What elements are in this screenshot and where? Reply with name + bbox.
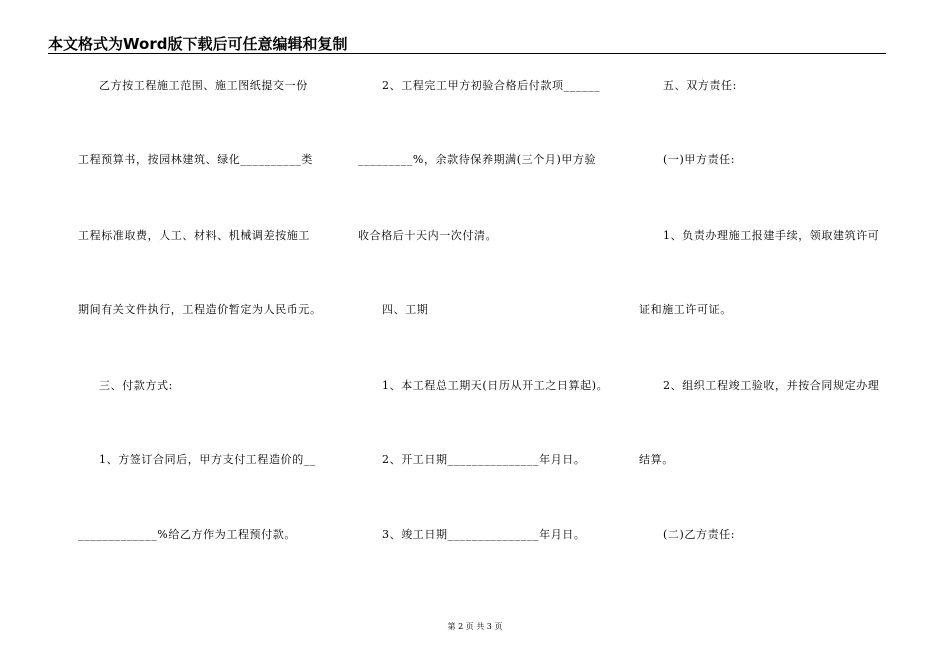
text-line: 结算。 bbox=[639, 453, 674, 466]
text-line: 1、方签订合同后，甲方支付工程造价的__ bbox=[99, 453, 316, 466]
text-line: _________%，余款待保养期满(三个月)甲方验 bbox=[358, 153, 597, 166]
text-line: 2、工程完工甲方初验合格后付款项______ bbox=[382, 79, 601, 92]
text-line: 3、竣工日期_______________年月日。 bbox=[382, 528, 586, 541]
page-number-footer: 第 2 页 共 3 页 bbox=[447, 622, 503, 631]
text-line: 乙方按工程施工范围、施工图纸提交一份 bbox=[99, 79, 308, 92]
header-divider bbox=[48, 53, 886, 54]
text-line: 2、组织工程竣工验收，并按合同规定办理 bbox=[663, 379, 880, 392]
document-header-title: 本文格式为Word版下载后可任意编辑和复制 bbox=[48, 35, 348, 53]
page-header bbox=[48, 34, 886, 54]
text-line: 期间有关文件执行，工程造价暂定为人民币元。 bbox=[78, 303, 322, 316]
text-line: 五、双方责任: bbox=[663, 79, 737, 92]
text-line: (一)甲方责任: bbox=[663, 153, 736, 166]
text-line: (二)乙方责任: bbox=[663, 528, 736, 541]
text-line: 工程预算书，按园林建筑、绿化__________类 bbox=[78, 153, 313, 166]
text-line: 收合格后十天内一次付清。 bbox=[358, 229, 498, 242]
text-line: 工程标准取费，人工、材料、机械调差按施工 bbox=[78, 229, 310, 242]
text-line: 1、负责办理施工报建手续，领取建筑许可 bbox=[663, 229, 880, 242]
text-line: 三、付款方式: bbox=[99, 379, 173, 392]
text-line: 2、开工日期_______________年月日。 bbox=[382, 453, 586, 466]
text-line: _____________%给乙方作为工程预付款。 bbox=[78, 528, 296, 541]
text-line: 四、工期 bbox=[382, 303, 429, 316]
text-line: 证和施工许可证。 bbox=[639, 303, 732, 316]
text-line: 1、本工程总工期天(日历从开工之日算起)。 bbox=[382, 379, 609, 392]
